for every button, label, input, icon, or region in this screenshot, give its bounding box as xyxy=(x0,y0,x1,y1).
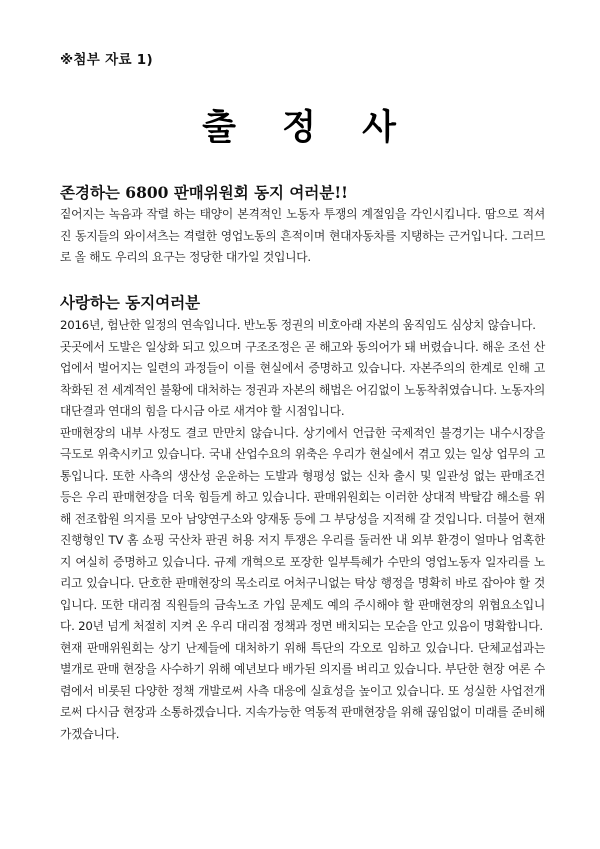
paragraph: 판매현장의 내부 사정도 결코 만만치 않습니다. 상기에서 언급한 국제적인 불경기는 내수시장을 극도로 위축시키고 있습니다. 국내 산업수요의 위축은 우리가 현실에서 겪고 있는 일상 업무의 고통입니다. 또한 사측의 생산성 운운하는 도발과 형평성 없는 신차 출시 및 일관성 없는 판매조건 등은 우리 판매현장을 더욱 힘들게 하고 있습니다. 판매위원회는 이러한 상대적 박탈감 해소를 위해 전조합원 의지를 모아 남양연구소와 양재동 등에 그 부당성을 지적해 갈 것입니다. 더불어 현재 진행형인 TV 홈 쇼핑 국산차 판권 허용 저지 투쟁은 우리를 둘러싼 내 외부 환경이 얼마나 엄혹한지 여실히 증명하고 있습니다. 규제 개혁으로 포장한 일부특혜가 수만의 영업노동자 일자리를 노리고 있습니다. 단호한 판매현장의 목소리로 어처구니없는 탁상 행정을 명확히 바로 잡아야 할 것입니다. 또한 대리점 직원들의 금속노조 가입 문제도 예의 주시해야 할 판매현장의 위협요소입니다. 20년 넘게 처절히 지켜 온 우리 대리점 정책과 정면 배치되는 모순을 안고 있음이 명확합니다. xyxy=(60,425,545,633)
attachment-label: ※첨부 자료 1) xyxy=(60,52,153,68)
paragraph: 현재 판매위원회는 상기 난제들에 대처하기 위해 특단의 각오로 임하고 있습니다. 단체교섭과는 별개로 판매 현장을 사수하기 위해 예년보다 배가된 의지를 벼리고 있습니다. 부단한 현장 여론 수렴에서 비롯된 다양한 정책 개발로써 사측 대응에 실효성을 높이고 있습니다. 또 성실한 사업전개로써 다시금 현장과 소통하겠습니다. 지속가능한 역동적 판매현장을 위해 끊임없이 미래를 준비해 가겠습니다. xyxy=(60,640,545,741)
section-heading-respect: 존경하는 6800 판매위원회 동지 여러분!! xyxy=(60,183,348,202)
section-body-respect xyxy=(60,204,545,269)
paragraph: 2016년, 험난한 일정의 연속입니다. 반노동 정권의 비호아래 자본의 움직임도 심상치 않습니다. xyxy=(60,318,536,332)
paragraph: 짙어지는 녹음과 작렬 하는 태양이 본격적인 노동자 투쟁의 계절임을 각인시킵니다. 땀으로 적셔진 동지들의 와이셔츠는 격렬한 영업노동의 흔적이며 현대자동차를 지탱하는 근거입니다. 그러므로 올 해도 우리의 요구는 정당한 대가일 것입니다. xyxy=(60,207,545,264)
page-title: 출 정 사 xyxy=(202,108,398,148)
section-heading-beloved: 사랑하는 동지여러분 xyxy=(60,293,201,312)
paragraph: 곳곳에서 도발은 일상화 되고 있으며 구조조정은 곧 해고와 동의어가 돼 버렸습니다. 해운 조선 산업에서 벌어지는 일련의 과정들이 이를 현실에서 증명하고 있습니다. 자본주의의 한계로 인해 고착화된 전 세계적인 불황에 대처하는 정권과 자본의 해법은 어김없이 노동착취였습니다. 노동자의 대단결과 연대의 힘을 다시금 아로 새겨야 할 시점입니다. xyxy=(60,339,545,418)
section-body-beloved xyxy=(60,315,545,745)
